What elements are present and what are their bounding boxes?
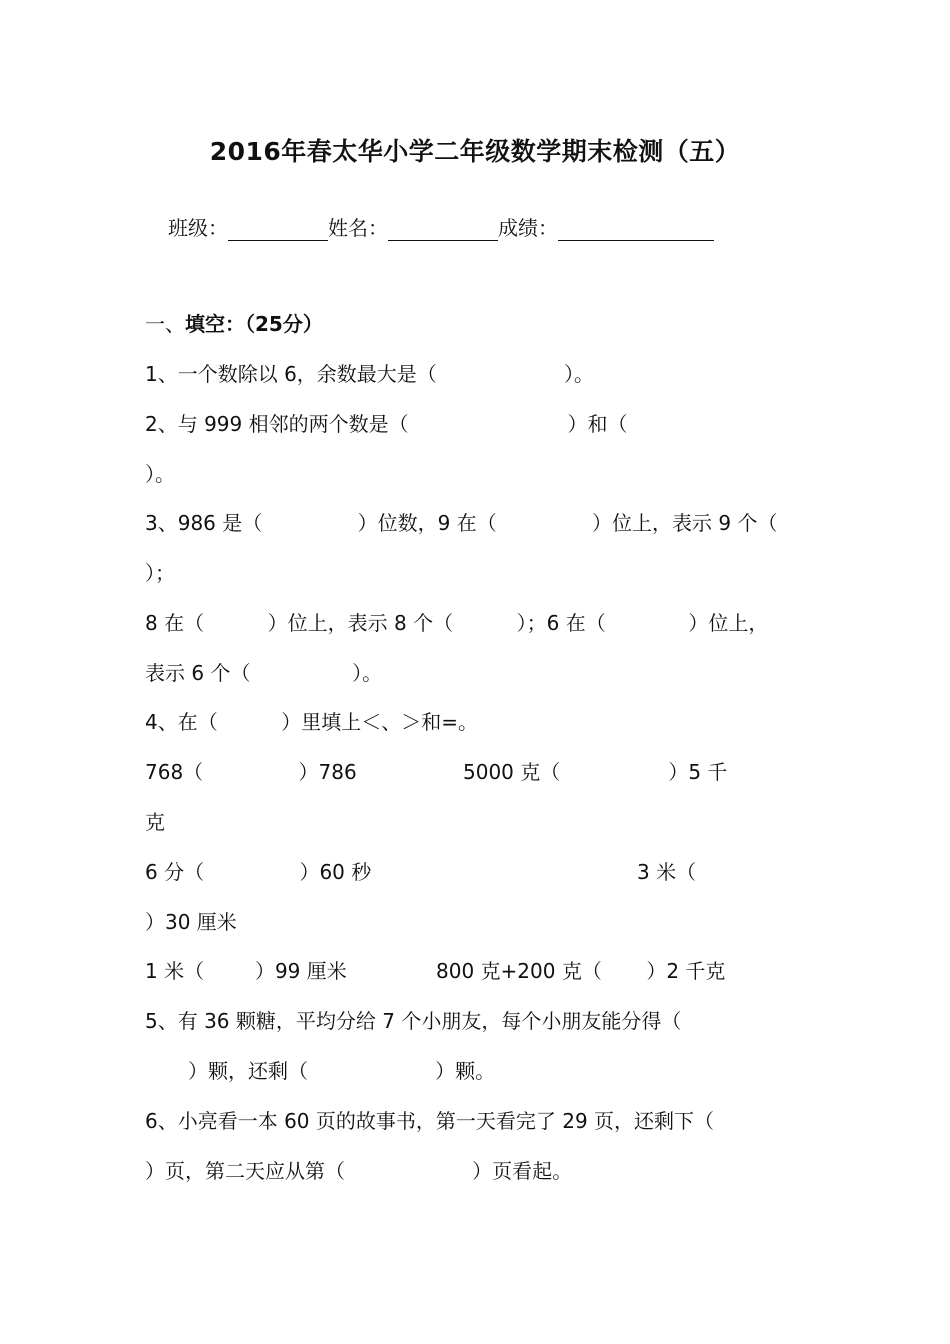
question-6-line-1: 6、小亮看一本 60 页的故事书，第一天看完了 29 页，还剩下（ (145, 1109, 715, 1133)
section-heading (145, 310, 323, 338)
question-6-line-2: ）页，第二天应从第（ ）页看起。 (145, 1159, 573, 1183)
compare-1m-99cm: 1 米（ ）99 厘米 (145, 959, 347, 983)
question-2-line-1: 2、与 999 相邻的两个数是（ ）和（ (145, 412, 628, 436)
question-3-line-1: 3、986 是（ ）位数，9 在（ ）位上，表示 9 个（ (145, 511, 778, 535)
question-2-line-2: ）。 (145, 462, 175, 486)
question-5-line-2: ）颗，还剩（ ）颗。 (188, 1059, 496, 1083)
class-label: 班级： (168, 216, 228, 240)
compare-5000g-5kg: 5000 克（ ）5 千 (463, 760, 728, 784)
page-title: 2016年春太华小学二年级数学期末检测（五） (209, 137, 741, 166)
compare-1000g-2kg: 800 克+200 克（ ）2 千克 (436, 959, 726, 983)
section-number: 一、 (145, 312, 185, 336)
name-label: 姓名： (328, 216, 388, 240)
question-5-line-1: 5、有 36 颗糖，平均分给 7 个小朋友，每个小朋友能分得（ (145, 1009, 682, 1033)
compare-3m-30cm-wrap: ）30 厘米 (145, 910, 237, 934)
compare-5000g-5kg-wrap: 克 (145, 810, 165, 834)
question-3-line-4: 表示 6 个（ ）。 (145, 661, 383, 685)
student-info-row (168, 212, 714, 241)
compare-6min-60s: 6 分（ ）60 秒 (145, 860, 372, 884)
score-label: 成绩： (498, 216, 558, 240)
question-4: 4、在（ ）里填上＜、＞和=。 (145, 710, 479, 734)
compare-3m-30cm: 3 米（ (637, 860, 697, 884)
class-blank[interactable] (228, 218, 328, 241)
section-title: 填空：（25分） (185, 312, 323, 336)
compare-768-786: 768（ ）786 (145, 760, 357, 784)
question-3-line-3: 8 在（ ）位上，表示 8 个（ ）；6 在（ ）位上， (145, 611, 769, 635)
question-3-line-2: ）； (145, 561, 175, 585)
question-1: 1、一个数除以 6，余数最大是（ ）。 (145, 362, 594, 386)
score-blank[interactable] (558, 218, 714, 241)
name-blank[interactable] (388, 218, 498, 241)
